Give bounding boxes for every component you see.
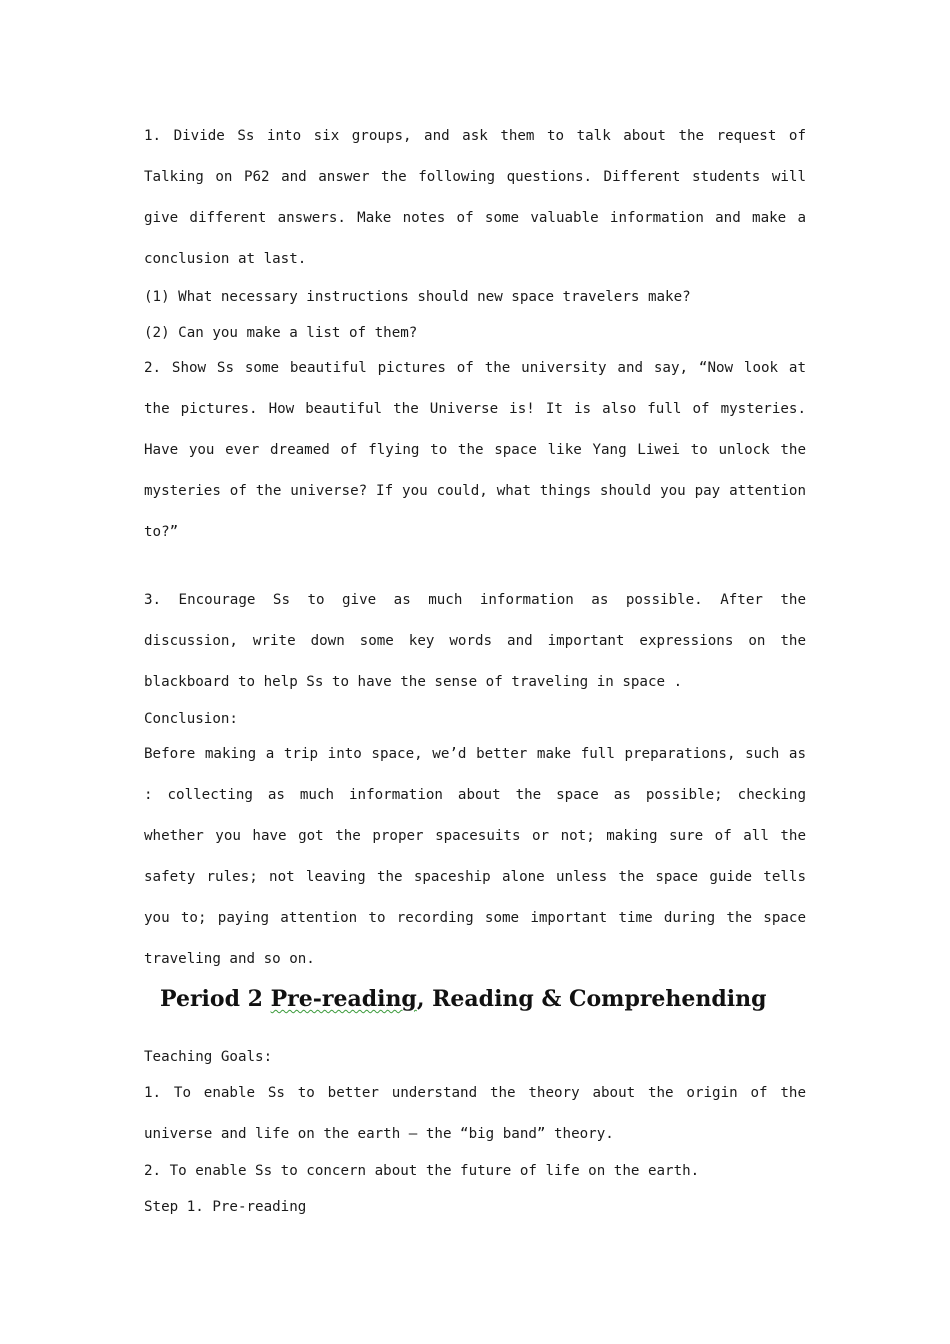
- period-heading: [160, 982, 767, 1016]
- question-1: (1) What necessary instructions should new space travelers make?: [144, 289, 691, 305]
- question-2: (2) Can you make a list of them?: [144, 325, 418, 341]
- instruction-item-1: 1. Divide Ss into six groups, and ask them to talk about the request of Talking on P62 and answer the following questions. Different students will give different answers. Make notes of some valuable information and make a conclusion at last.: [144, 128, 806, 267]
- heading-spellcheck-word: Pre-reading: [270, 986, 417, 1012]
- instruction-item-3: 3. Encourage Ss to give as much information as possible. After the discussion, write down some key words and important expressions on the blackboard to help Ss to have the sense of traveling in space .: [144, 592, 806, 690]
- goal-2: 2. To enable Ss to concern about the future of life on the earth.: [144, 1163, 700, 1179]
- step-1-label: Step 1. Pre-reading: [144, 1199, 307, 1215]
- conclusion-text: Before making a trip into space, we’d better make full preparations, such as : collecting as much information about the space as possible; checking whether you have got the proper spacesuits or not; making sure of all the safety rules; not leaving the spaceship alone unless the space guide tells you to; paying attention to recording some important time during the space traveling and so on.: [144, 746, 806, 967]
- instruction-item-2: 2. Show Ss some beautiful pictures of the university and say, “Now look at the pictures. How beautiful the Universe is! It is also full of mysteries. Have you ever dreamed of flying to the space like Yang Liwei to unlock the mysteries of the universe? If you could, what things should you pay attention to?”: [144, 360, 806, 540]
- heading-suffix: , Reading & Comprehending: [416, 986, 767, 1012]
- heading-prefix: Period 2: [160, 986, 271, 1012]
- teaching-goals-label: Teaching Goals:: [144, 1049, 273, 1065]
- goal-1: 1. To enable Ss to better understand the theory about the origin of the universe and life on the earth — the “big band” theory.: [144, 1085, 806, 1142]
- conclusion-label: Conclusion:: [144, 711, 238, 727]
